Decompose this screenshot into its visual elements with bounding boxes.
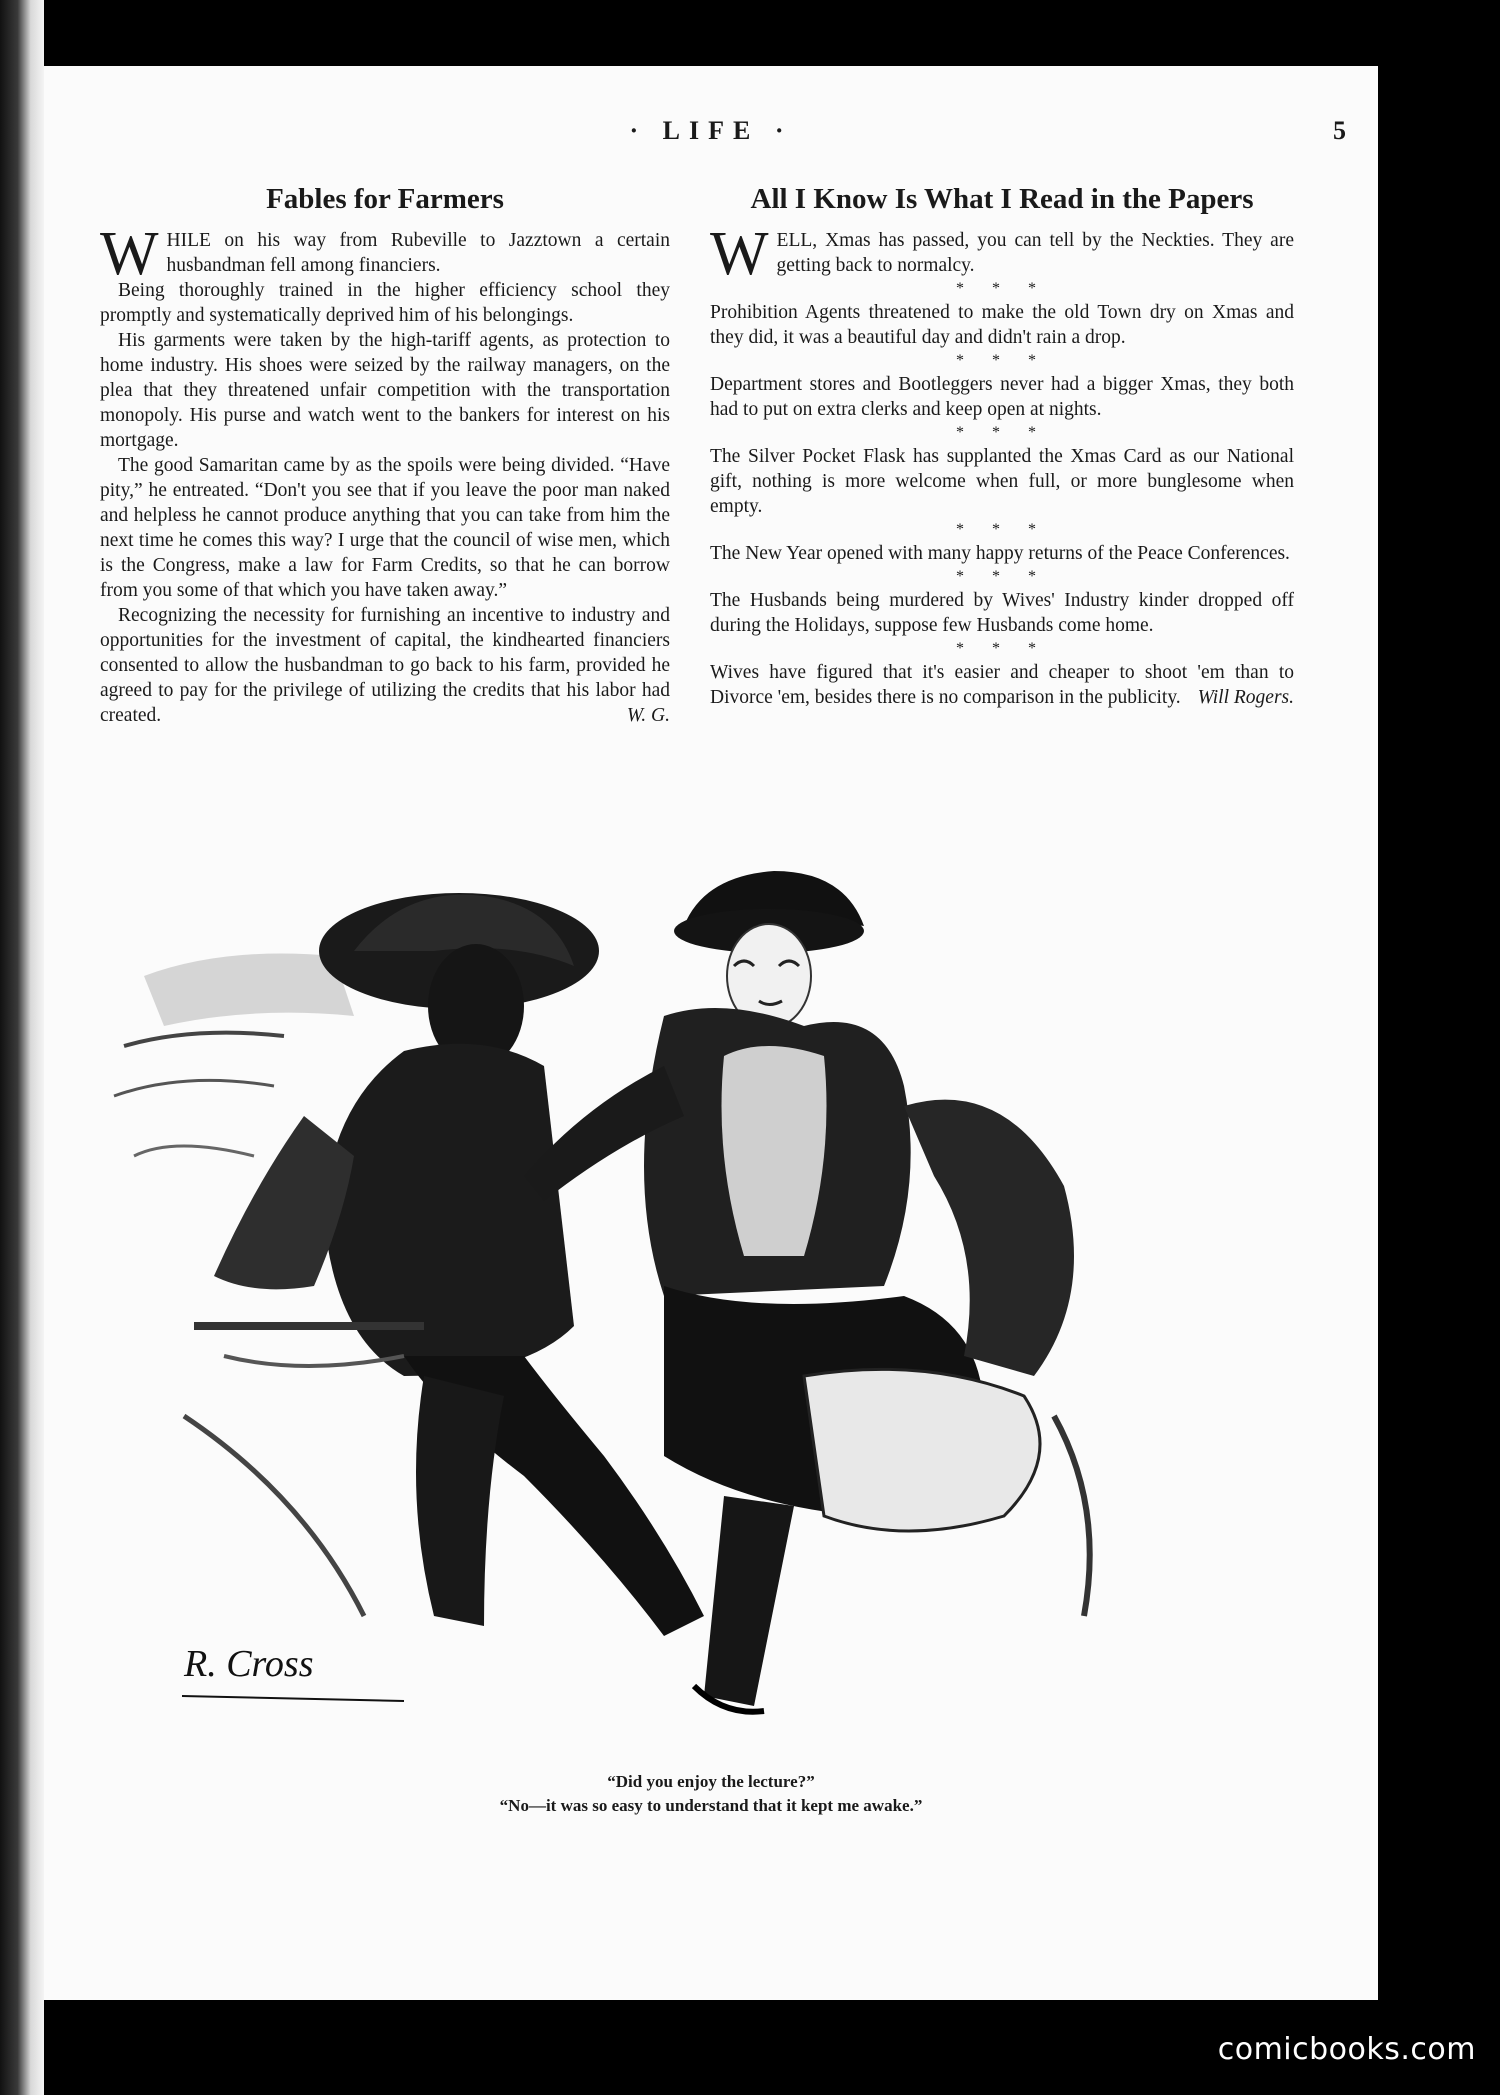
cartoon-illustration <box>104 856 1324 1776</box>
fables-signature: W. G. <box>626 705 670 726</box>
site-watermark: comicbooks.com <box>1217 2032 1476 2067</box>
papers-paragraph-7: Wives have figured that it's easier and cheaper to shoot 'em than to Divorce 'em, besides there is no comparison in the publicity. Will Rogers. <box>710 662 1294 708</box>
fables-column <box>100 182 670 728</box>
fables-paragraph-1: WHILE on his way from Rubeville to Jazztown a certain husbandman fell among financiers. <box>100 220 670 288</box>
magazine-page <box>44 66 1378 2000</box>
papers-paragraph-1: WELL, Xmas has passed, you can tell by the Neckties. They are getting back to normalcy. <box>710 220 1294 288</box>
section-stars: * * * <box>956 521 1048 538</box>
fables-paragraph-3: His garments were taken by the high-tariff agents, as protection to home industry. His shoes were seized by the railway managers, on the plea that they threatened unfair competition with the transportation monopoly. His purse and watch went to the bankers for interest on his mortgage. <box>100 330 670 451</box>
papers-signature: Will Rogers. <box>1197 687 1294 708</box>
binding-edge <box>0 0 44 2095</box>
fables-paragraph-5: Recognizing the necessity for furnishing an incentive to industry and opportunities for the investment of capital, the kindhearted financiers consented to allow the husbandman to go back to his farm, provided he agreed to pay for the privilege of utilizing the credits that his labor had created. W. G. <box>100 605 670 726</box>
papers-paragraph-3: Department stores and Bootleggers never had a bigger Xmas, they both had to put on extra clerks and keep open at nights. <box>710 374 1294 420</box>
fables-paragraph-4: The good Samaritan came by as the spoils were being divided. “Have pity,” he entreated. “Don't you see that if you leave the poor man naked and helpless he cannot produce anything that you can take from him the next time he comes this way? I urge that the council of wise men, which is the Congress, make a law for Farm Credits, so that he can borrow from you some of that which you have taken away.” <box>100 455 670 601</box>
section-stars: * * * <box>956 568 1048 585</box>
section-stars: * * * <box>956 280 1048 297</box>
fables-title: Fables for Farmers <box>266 183 504 215</box>
papers-paragraph-2: Prohibition Agents threatened to make the old Town dry on Xmas and they did, it was a beautiful day and didn't rain a drop. <box>710 302 1294 348</box>
section-stars: * * * <box>956 424 1048 441</box>
papers-paragraph-5: The New Year opened with many happy returns of the Peace Conferences. <box>710 543 1290 564</box>
papers-paragraph-6: The Husbands being murdered by Wives' Industry kinder dropped off during the Holidays, suppose few Husbands come home. <box>710 590 1294 636</box>
page-number: 5 <box>1333 116 1346 145</box>
section-stars: * * * <box>956 352 1048 369</box>
cartoon-caption <box>44 1770 1378 1818</box>
fables-paragraph-2: Being thoroughly trained in the higher efficiency school they promptly and systematically deprived him of his belongings. <box>100 280 670 326</box>
papers-column <box>710 182 1294 710</box>
section-stars: * * * <box>956 640 1048 657</box>
running-head: · LIFE · <box>629 116 793 145</box>
page-header <box>44 116 1378 156</box>
caption-line-2: “No—it was so easy to understand that it kept me awake.” <box>499 1796 923 1815</box>
fables-dropcap: W <box>100 220 159 288</box>
papers-title: All I Know Is What I Read in the Papers <box>750 183 1254 215</box>
caption-line-1: “Did you enjoy the lecture?” <box>607 1772 815 1791</box>
artist-signature: R. Cross <box>184 1643 314 1685</box>
right-woman-figure <box>524 871 1074 1712</box>
papers-dropcap: W <box>710 220 769 288</box>
papers-paragraph-4: The Silver Pocket Flask has supplanted the Xmas Card as our National gift, nothing is more welcome when full, or more bunglesome when empty. <box>710 446 1294 517</box>
